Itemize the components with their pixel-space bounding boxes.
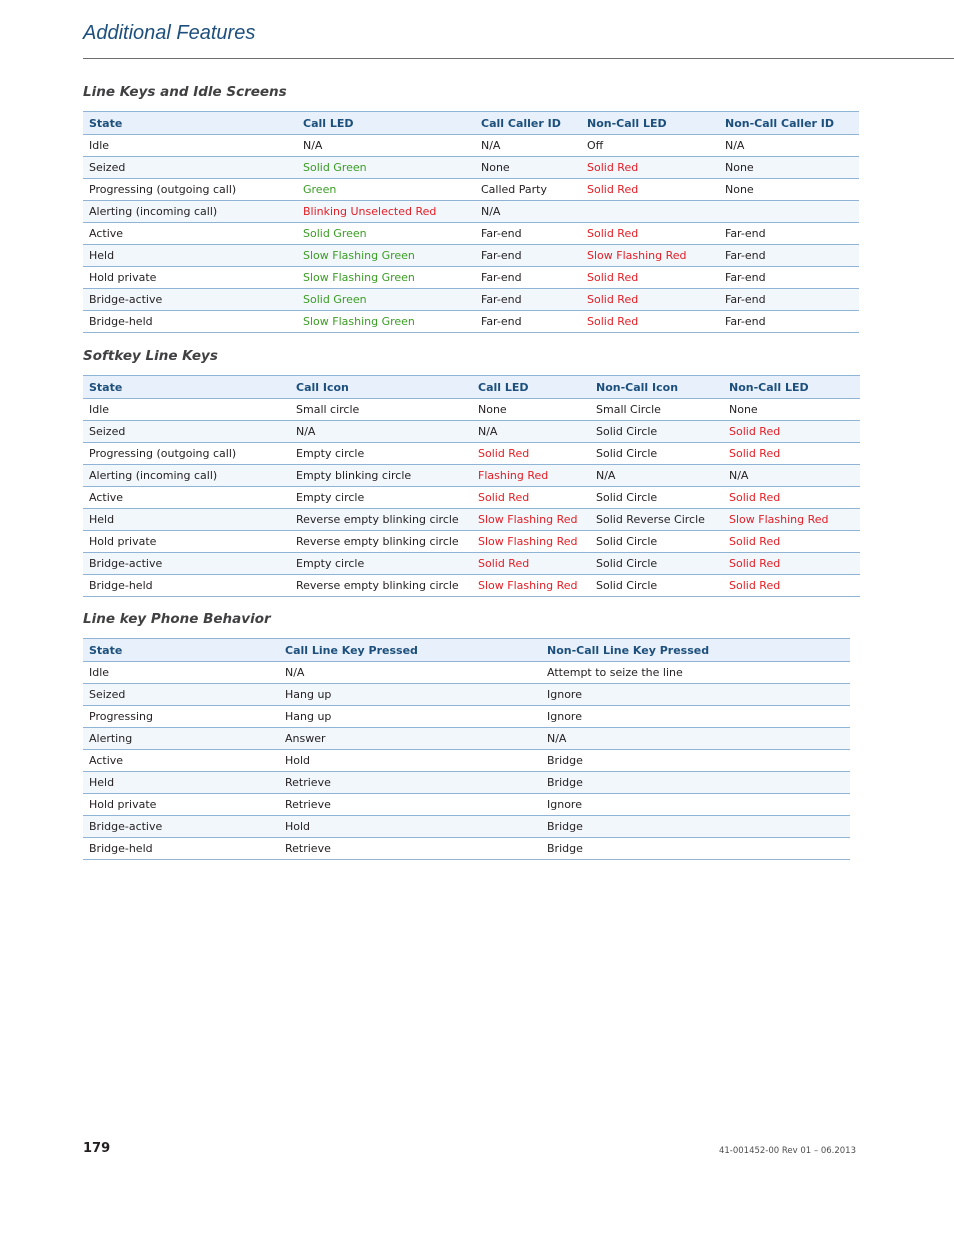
- table-row: [83, 772, 850, 794]
- table-header-row: [83, 639, 850, 662]
- table-cell: Alerting (incoming call): [83, 465, 290, 487]
- table-row: [83, 750, 850, 772]
- table-cell: Solid Red: [723, 531, 860, 553]
- table-cell: Small Circle: [590, 399, 723, 421]
- table-cell: Bridge: [541, 838, 850, 860]
- column-header-non-call-icon: Non-Call Icon: [590, 376, 723, 399]
- table-row: [83, 509, 860, 531]
- table-cell: Hold private: [83, 531, 290, 553]
- table-cell: None: [475, 157, 581, 179]
- table-cell: Idle: [83, 399, 290, 421]
- table-row: [83, 838, 850, 860]
- table-cell: Solid Circle: [590, 553, 723, 575]
- table-cell: Blinking Unselected Red: [297, 201, 475, 223]
- table-cell: Far-end: [719, 311, 859, 333]
- table-cell: Empty circle: [290, 443, 472, 465]
- column-header-call-caller-id: Call Caller ID: [475, 112, 581, 135]
- table-cell: Solid Red: [723, 421, 860, 443]
- column-header-non-call-led: Non-Call LED: [581, 112, 719, 135]
- table-row: [83, 553, 860, 575]
- table-cell: Solid Red: [581, 311, 719, 333]
- softkey-line-keys-table: [83, 375, 860, 597]
- table-cell: N/A: [475, 201, 581, 223]
- table-row: [83, 662, 850, 684]
- softkey-section-title: Softkey Line Keys: [83, 348, 218, 364]
- table-row: [83, 399, 860, 421]
- table-cell: Alerting (incoming call): [83, 201, 297, 223]
- table-cell: Idle: [83, 662, 279, 684]
- table-cell: Held: [83, 245, 297, 267]
- table-cell: Ignore: [541, 794, 850, 816]
- table-cell: N/A: [475, 135, 581, 157]
- table-cell: Bridge: [541, 772, 850, 794]
- table-cell: Far-end: [475, 289, 581, 311]
- table-cell: Reverse empty blinking circle: [290, 531, 472, 553]
- table-cell: Held: [83, 509, 290, 531]
- table-cell: Solid Green: [297, 157, 475, 179]
- table-cell: Ignore: [541, 706, 850, 728]
- table-cell: None: [723, 399, 860, 421]
- table-cell: Retrieve: [279, 838, 541, 860]
- table-cell: Bridge: [541, 750, 850, 772]
- table-cell: None: [719, 179, 859, 201]
- table-cell: Solid Red: [472, 487, 590, 509]
- table-cell: Slow Flashing Red: [581, 245, 719, 267]
- table-cell: Solid Circle: [590, 421, 723, 443]
- table-cell: Answer: [279, 728, 541, 750]
- table-cell: Hold: [279, 816, 541, 838]
- table-cell: Hold private: [83, 267, 297, 289]
- table-row: [83, 135, 859, 157]
- line-key-behavior-table: [83, 638, 850, 860]
- table-row: [83, 443, 860, 465]
- table-cell: Idle: [83, 135, 297, 157]
- table-cell: Retrieve: [279, 794, 541, 816]
- table-cell: Hang up: [279, 684, 541, 706]
- table-row: [83, 706, 850, 728]
- table-row: [83, 421, 860, 443]
- table-cell: Solid Red: [723, 575, 860, 597]
- table-cell: Empty blinking circle: [290, 465, 472, 487]
- table-cell: Hold: [279, 750, 541, 772]
- table-cell: Bridge-held: [83, 838, 279, 860]
- table-cell: Ignore: [541, 684, 850, 706]
- table-cell: Called Party: [475, 179, 581, 201]
- column-header-non-call-caller-id: Non-Call Caller ID: [719, 112, 859, 135]
- column-header-state: State: [83, 112, 297, 135]
- table-cell: Far-end: [475, 267, 581, 289]
- table-row: [83, 465, 860, 487]
- table-cell: Reverse empty blinking circle: [290, 575, 472, 597]
- table-cell: Solid Circle: [590, 487, 723, 509]
- table-cell: None: [719, 157, 859, 179]
- table-row: [83, 223, 859, 245]
- table-cell: Solid Green: [297, 289, 475, 311]
- table-row: [83, 245, 859, 267]
- table-cell: [719, 201, 859, 223]
- column-header-call-line-key-pressed: Call Line Key Pressed: [279, 639, 541, 662]
- table-row: [83, 684, 850, 706]
- document-reference: 41-001452-00 Rev 01 – 06.2013: [718, 1146, 856, 1156]
- table-row: [83, 728, 850, 750]
- table-cell: Solid Reverse Circle: [590, 509, 723, 531]
- table-cell: Slow Flashing Green: [297, 245, 475, 267]
- table-cell: Seized: [83, 684, 279, 706]
- table-cell: Seized: [83, 157, 297, 179]
- table-cell: N/A: [472, 421, 590, 443]
- line-keys-table: [83, 111, 859, 333]
- table-cell: Active: [83, 223, 297, 245]
- column-header-state: State: [83, 639, 279, 662]
- table-row: [83, 794, 850, 816]
- page-header-title: Additional Features: [83, 22, 256, 44]
- table-cell: Bridge-held: [83, 575, 290, 597]
- table-header-row: [83, 376, 860, 399]
- table-cell: Slow Flashing Red: [472, 575, 590, 597]
- table-cell: N/A: [297, 135, 475, 157]
- table-cell: Solid Red: [472, 553, 590, 575]
- table-cell: Slow Flashing Green: [297, 311, 475, 333]
- table-row: [83, 575, 860, 597]
- table-cell: Bridge-active: [83, 816, 279, 838]
- table-cell: Small circle: [290, 399, 472, 421]
- table-cell: Active: [83, 487, 290, 509]
- table-row: [83, 267, 859, 289]
- table-cell: N/A: [590, 465, 723, 487]
- table-row: [83, 179, 859, 201]
- table-cell: Far-end: [475, 311, 581, 333]
- header-divider: [83, 58, 954, 59]
- table-cell: Solid Red: [581, 157, 719, 179]
- table-cell: Retrieve: [279, 772, 541, 794]
- page-number: 179: [83, 1141, 111, 1156]
- table-cell: Slow Flashing Green: [297, 267, 475, 289]
- table-cell: Alerting: [83, 728, 279, 750]
- table-cell: Solid Circle: [590, 531, 723, 553]
- table-cell: Slow Flashing Red: [472, 509, 590, 531]
- table-cell: Solid Red: [581, 223, 719, 245]
- table-cell: Green: [297, 179, 475, 201]
- table-cell: Solid Circle: [590, 443, 723, 465]
- table-cell: Empty circle: [290, 553, 472, 575]
- table-cell: Far-end: [475, 223, 581, 245]
- table-cell: Solid Red: [472, 443, 590, 465]
- column-header-call-led: Call LED: [472, 376, 590, 399]
- table-row: [83, 531, 860, 553]
- table-row: [83, 487, 860, 509]
- table-cell: Solid Red: [723, 553, 860, 575]
- column-header-non-call-led: Non-Call LED: [723, 376, 860, 399]
- table-cell: Far-end: [475, 245, 581, 267]
- table-cell: N/A: [290, 421, 472, 443]
- table-cell: Off: [581, 135, 719, 157]
- table-cell: Bridge-active: [83, 553, 290, 575]
- column-header-call-icon: Call Icon: [290, 376, 472, 399]
- table-cell: Progressing (outgoing call): [83, 443, 290, 465]
- table-cell: Far-end: [719, 267, 859, 289]
- table-row: [83, 816, 850, 838]
- table-cell: Solid Red: [723, 487, 860, 509]
- table-cell: Reverse empty blinking circle: [290, 509, 472, 531]
- table-cell: Hold private: [83, 794, 279, 816]
- table-cell: Solid Red: [581, 179, 719, 201]
- table-cell: Slow Flashing Red: [472, 531, 590, 553]
- table-cell: Progressing: [83, 706, 279, 728]
- table-cell: N/A: [541, 728, 850, 750]
- table-cell: Progressing (outgoing call): [83, 179, 297, 201]
- table-cell: Held: [83, 772, 279, 794]
- table-cell: Far-end: [719, 223, 859, 245]
- line-keys-section-title: Line Keys and Idle Screens: [83, 84, 287, 100]
- table-cell: Flashing Red: [472, 465, 590, 487]
- table-row: [83, 201, 859, 223]
- table-cell: Attempt to seize the line: [541, 662, 850, 684]
- table-cell: Active: [83, 750, 279, 772]
- behavior-section-title: Line key Phone Behavior: [83, 611, 271, 627]
- table-cell: Solid Circle: [590, 575, 723, 597]
- table-cell: N/A: [279, 662, 541, 684]
- table-cell: Far-end: [719, 289, 859, 311]
- column-header-call-led: Call LED: [297, 112, 475, 135]
- table-row: [83, 289, 859, 311]
- table-cell: Bridge-held: [83, 311, 297, 333]
- table-cell: N/A: [719, 135, 859, 157]
- table-cell: Solid Green: [297, 223, 475, 245]
- table-cell: Bridge: [541, 816, 850, 838]
- table-cell: Empty circle: [290, 487, 472, 509]
- table-cell: Solid Red: [723, 443, 860, 465]
- table-cell: [581, 201, 719, 223]
- table-cell: Seized: [83, 421, 290, 443]
- table-cell: Hang up: [279, 706, 541, 728]
- table-cell: Bridge-active: [83, 289, 297, 311]
- column-header-state: State: [83, 376, 290, 399]
- table-cell: Slow Flashing Red: [723, 509, 860, 531]
- table-cell: None: [472, 399, 590, 421]
- table-row: [83, 157, 859, 179]
- table-row: [83, 311, 859, 333]
- column-header-non-call-line-key-pressed: Non-Call Line Key Pressed: [541, 639, 850, 662]
- table-cell: Solid Red: [581, 267, 719, 289]
- table-cell: Solid Red: [581, 289, 719, 311]
- table-cell: Far-end: [719, 245, 859, 267]
- table-cell: N/A: [723, 465, 860, 487]
- table-header-row: [83, 112, 859, 135]
